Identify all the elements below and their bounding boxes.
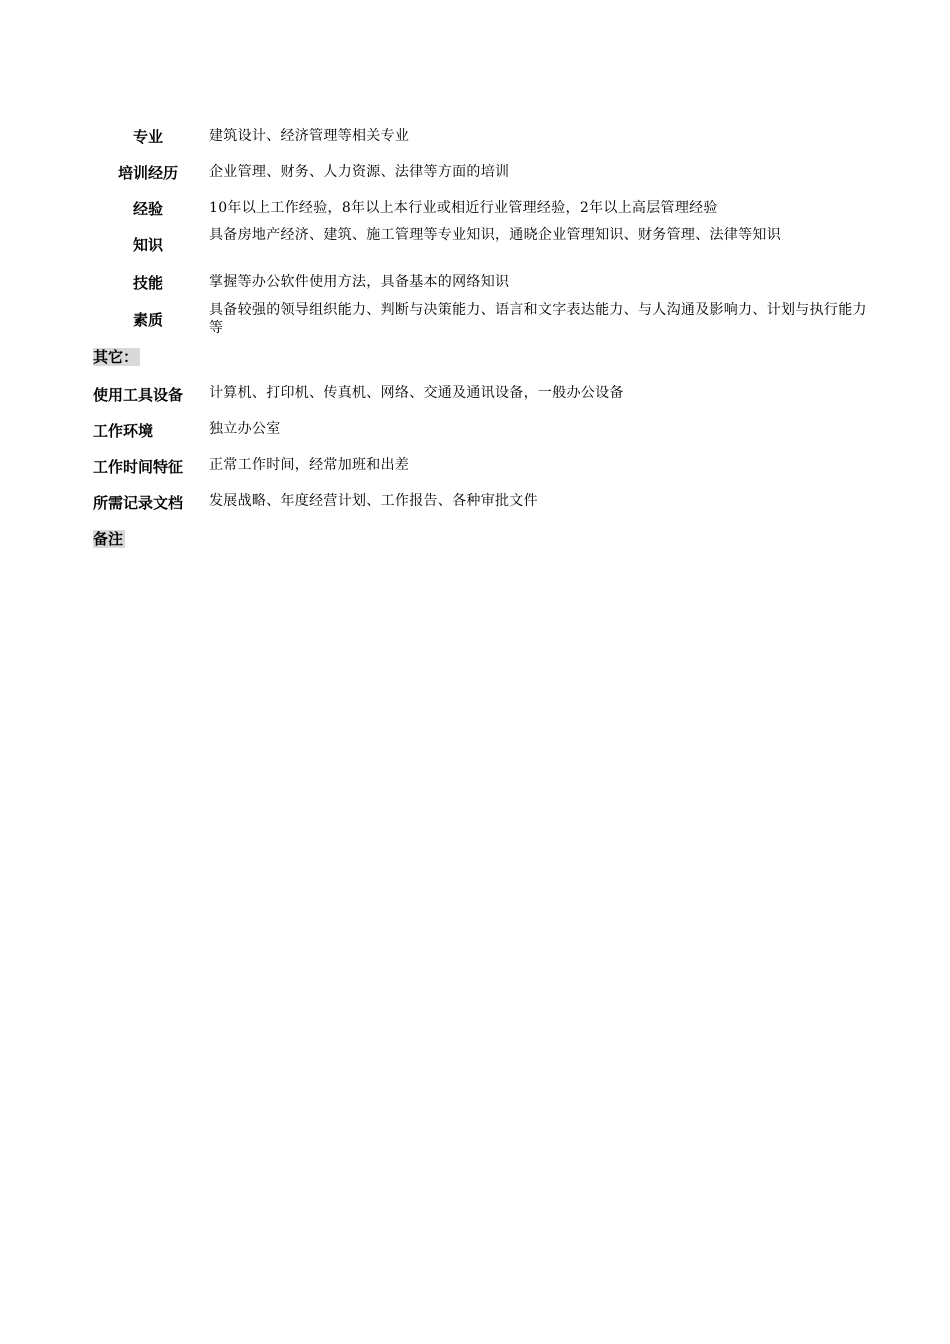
requirement-value: 建筑设计、经济管理等相关专业 [209,128,410,144]
other-label: 使用工具设备 [93,386,184,404]
requirement-value: 具备较强的领导组织能力、判断与决策能力、语言和文字表达能力、与人沟通及影响力、计划与执行能力等 [209,302,867,336]
requirement-label: 专业 [132,128,163,146]
requirement-value: 掌握等办公软件使用方法，具备基本的网络知识 [209,274,510,290]
requirement-label: 知识 [132,236,163,254]
requirement-value: 企业管理、财务、人力资源、法律等方面的培训 [209,164,510,180]
other-label: 工作环境 [93,422,154,440]
requirement-label: 培训经历 [117,164,178,182]
other-value: 独立办公室 [209,421,281,437]
requirement-value: 10年以上工作经验，8年以上本行业或相近行业管理经验，2年以上高层管理经验 [209,200,718,216]
requirement-label: 技能 [132,274,163,292]
other-value: 发展战略、年度经营计划、工作报告、各种审批文件 [209,493,538,509]
requirement-label: 素质 [132,311,163,329]
section-heading-other: 其它： [93,348,139,366]
other-value: 计算机、打印机、传真机、网络、交通及通讯设备，一般办公设备 [209,385,624,401]
other-value: 正常工作时间，经常加班和出差 [209,457,410,473]
other-label: 工作时间特征 [93,458,184,476]
other-label: 所需记录文档 [93,494,184,512]
section-heading-remarks: 备注 [93,530,124,548]
requirement-label: 经验 [132,200,163,218]
requirement-value: 具备房地产经济、建筑、施工管理等专业知识，通晓企业管理知识、财务管理、法律等知识 [209,227,781,243]
